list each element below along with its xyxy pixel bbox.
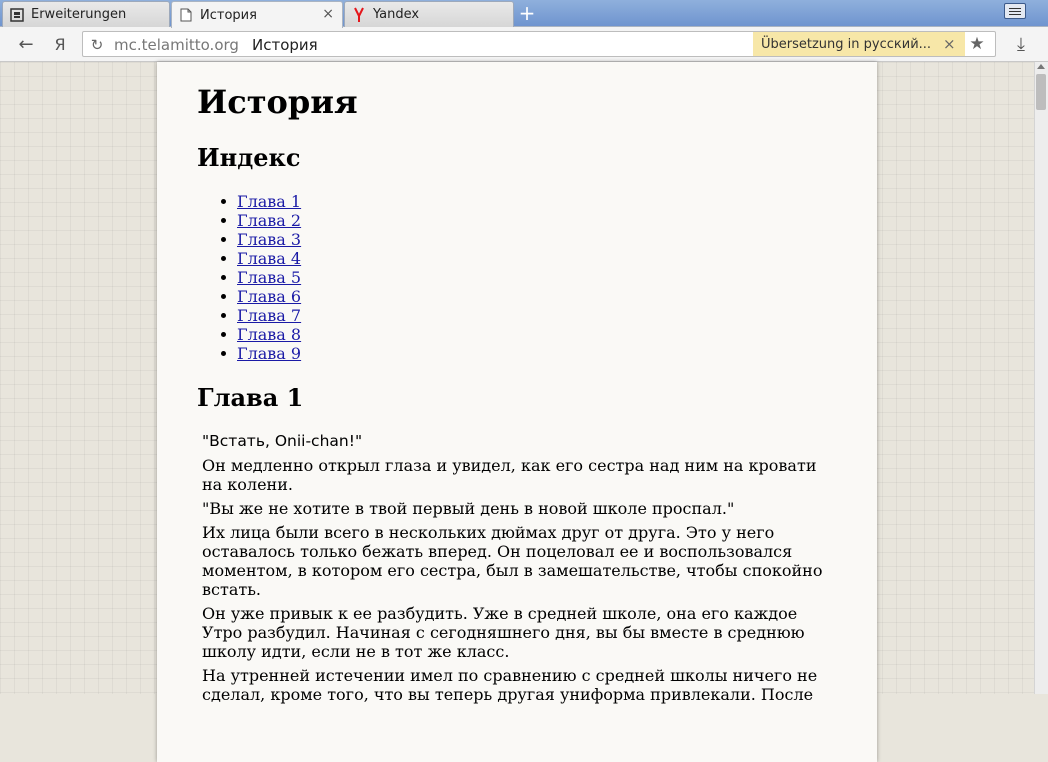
vertical-scrollbar[interactable] <box>1034 62 1048 694</box>
chapter-1-link[interactable]: Глава 1 <box>237 192 302 211</box>
chapter-3-link[interactable]: Глава 3 <box>237 230 302 249</box>
page-heading: История <box>197 83 358 121</box>
translate-offer-text: Übersetzung in русский... <box>761 36 932 52</box>
story-paragraph: "Встать, Onii-chan!" <box>202 432 363 450</box>
list-item <box>237 192 301 211</box>
address-bar[interactable] <box>82 31 996 57</box>
chapter-4-link[interactable]: Глава 4 <box>237 249 302 268</box>
yandex-button[interactable]: Я <box>54 34 66 54</box>
download-icon[interactable]: ⤓ <box>1017 33 1025 55</box>
list-item <box>237 268 301 287</box>
chapter-8-link[interactable]: Глава 8 <box>237 325 302 344</box>
tab-history-title: История <box>200 7 257 23</box>
list-item <box>237 287 301 306</box>
chapter-2-link[interactable]: Глава 2 <box>237 211 302 230</box>
chapter-5-link[interactable]: Глава 5 <box>237 268 302 287</box>
chapter-9-link[interactable]: Глава 9 <box>237 344 302 363</box>
toolbar <box>0 27 1048 62</box>
story-paragraph: Он уже привык к ее разбудить. Уже в средней школе, она его каждое Утро разбудил. Начиная с сегодняшнего дня, вы бы вместе в среднюю школу идти, если не в тот же класс. <box>202 604 805 661</box>
translate-offer[interactable] <box>753 32 965 56</box>
tab-strip <box>0 0 1048 27</box>
url-domain[interactable]: mc.telamitto.org <box>114 36 239 54</box>
story-paragraph: Их лица были всего в нескольких дюймах друг от друга. Это у него оставалось только бежать вперед. Он поцеловал ее и воспользовался моментом, в котором его сестра, был в замешательстве, чтобы спокойно встать. <box>202 523 823 599</box>
bookmark-star-icon[interactable]: ★ <box>969 34 985 54</box>
new-tab-button[interactable]: + <box>518 1 536 25</box>
list-item <box>237 249 301 268</box>
tab-history[interactable] <box>171 1 343 28</box>
list-item <box>237 230 301 249</box>
chapter-7-link[interactable]: Глава 7 <box>237 306 302 325</box>
story-paragraph: "Вы же не хотите в твой первый день в новой школе проспал." <box>202 499 735 518</box>
chapter-text <box>202 432 832 709</box>
tab-yandex[interactable] <box>344 1 514 27</box>
scroll-up-arrow-icon[interactable] <box>1037 64 1045 69</box>
tab-extensions-title: Erweiterungen <box>31 7 127 22</box>
document-icon <box>178 7 194 23</box>
close-tab-icon[interactable]: × <box>322 6 334 22</box>
translate-close-icon[interactable]: × <box>943 35 956 53</box>
browser-menu-icon[interactable] <box>1004 3 1026 19</box>
story-paragraph: Он медленно открыл глаза и увидел, как его сестра над ним на кровати на колени. <box>202 456 817 494</box>
tab-yandex-title: Yandex <box>373 7 420 22</box>
extensions-icon <box>9 7 25 23</box>
index-heading: Индекс <box>197 143 301 172</box>
list-item <box>237 306 301 325</box>
story-paragraph: На утренней истечении имел по сравнению с средней школы ничего не сделал, кроме того, что вы теперь другая униформа привлекали. После <box>202 666 818 704</box>
list-item <box>237 211 301 230</box>
page-viewport <box>0 62 1034 704</box>
url-page-title[interactable]: История <box>252 36 318 54</box>
list-item <box>237 325 301 344</box>
chapter-heading: Глава 1 <box>197 383 304 412</box>
reload-icon[interactable]: ↻ <box>90 36 104 54</box>
list-item <box>237 344 301 363</box>
yandex-logo-icon <box>351 7 367 23</box>
chapter-index-list <box>237 192 301 363</box>
page-content <box>157 62 877 762</box>
back-button[interactable]: ← <box>18 33 34 55</box>
tab-extensions[interactable] <box>2 1 170 27</box>
scroll-thumb[interactable] <box>1036 74 1046 110</box>
chapter-6-link[interactable]: Глава 6 <box>237 287 302 306</box>
